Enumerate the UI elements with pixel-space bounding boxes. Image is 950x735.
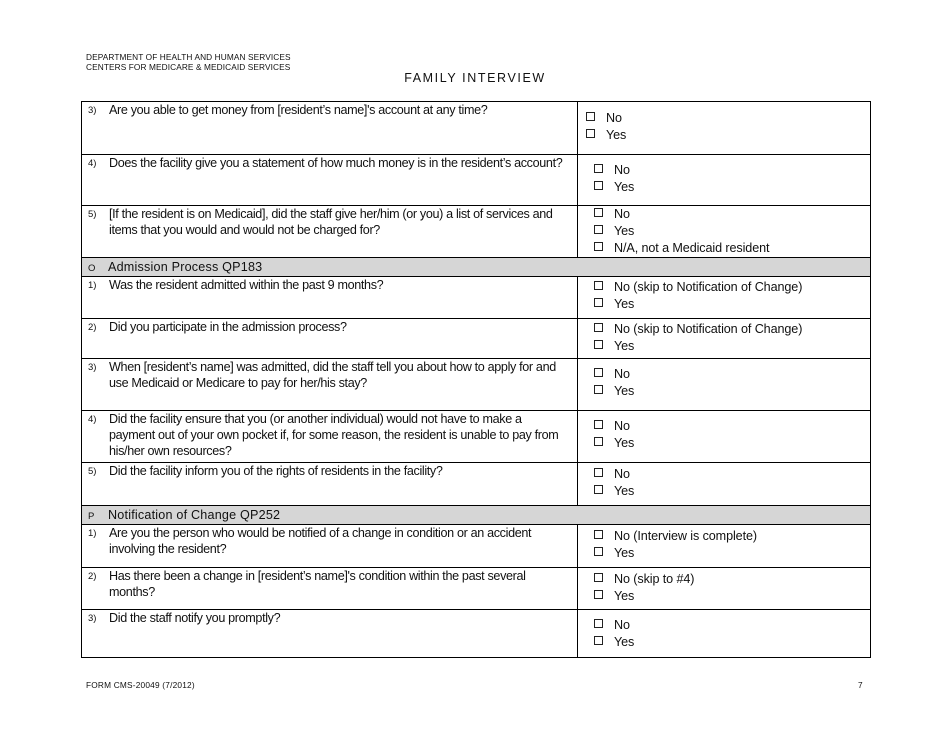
option-no[interactable]: No <box>594 617 870 634</box>
answer-options <box>578 525 870 562</box>
checkbox-icon[interactable] <box>594 437 603 446</box>
checkbox-icon[interactable] <box>594 281 603 290</box>
option-yes[interactable]: Yes <box>594 483 870 500</box>
checkbox-icon[interactable] <box>594 468 603 477</box>
question-text: Did the facility inform you of the rights of residents in the facility? <box>109 464 443 478</box>
option-no[interactable]: No <box>586 110 870 127</box>
answer-options <box>578 568 870 605</box>
table-row <box>82 206 871 258</box>
option-no[interactable]: No <box>594 366 870 383</box>
option-na[interactable]: N/A, not a Medicaid resident <box>594 240 870 257</box>
question-number: 5) <box>88 466 97 477</box>
checkbox-icon[interactable] <box>594 573 603 582</box>
question-number: 5) <box>88 209 97 220</box>
option-no[interactable]: No (skip to #4) <box>594 571 870 588</box>
question-number: 1) <box>88 528 97 539</box>
checkbox-icon[interactable] <box>594 208 603 217</box>
checkbox-icon[interactable] <box>594 590 603 599</box>
section-letter: P <box>88 511 95 522</box>
option-no[interactable]: No (skip to Notification of Change) <box>594 279 870 296</box>
table-row <box>82 359 871 411</box>
page-number: 7 <box>858 680 863 690</box>
section-letter: O <box>88 263 96 274</box>
option-yes[interactable]: Yes <box>594 634 870 651</box>
question-text: Did you participate in the admission process? <box>109 320 347 334</box>
checkbox-icon[interactable] <box>586 129 595 138</box>
option-yes[interactable]: Yes <box>594 435 870 452</box>
form-title: FAMILY INTERVIEW <box>404 71 546 85</box>
option-yes[interactable]: Yes <box>594 588 870 605</box>
section-header-admission <box>82 258 871 277</box>
answer-options <box>578 155 870 196</box>
agency-header <box>86 52 291 72</box>
question-number: 2) <box>88 571 97 582</box>
table-row <box>82 102 871 155</box>
answer-options <box>578 102 870 144</box>
table-row <box>82 319 871 359</box>
checkbox-icon[interactable] <box>594 385 603 394</box>
table-row <box>82 155 871 206</box>
interview-table <box>81 101 871 658</box>
section-title: Admission Process QP183 <box>108 260 263 274</box>
answer-options <box>578 319 870 355</box>
option-yes[interactable]: Yes <box>594 545 870 562</box>
option-no[interactable]: No <box>594 466 870 483</box>
section-header-notification <box>82 506 871 525</box>
checkbox-icon[interactable] <box>586 112 595 121</box>
option-yes[interactable]: Yes <box>594 223 870 240</box>
question-text: Was the resident admitted within the past 9 months? <box>109 278 384 292</box>
question-text: When [resident’s name] was admitted, did the staff tell you about how to apply for and use Medicaid or Medicare to pay for her/his stay? <box>109 360 556 390</box>
table-row <box>82 610 871 658</box>
question-number: 4) <box>88 158 97 169</box>
option-yes[interactable]: Yes <box>594 179 870 196</box>
table-row <box>82 568 871 610</box>
question-number: 2) <box>88 322 97 333</box>
answer-options <box>578 277 870 313</box>
form-number: FORM CMS-20049 (7/2012) <box>86 680 195 690</box>
option-yes[interactable]: Yes <box>594 296 870 313</box>
checkbox-icon[interactable] <box>594 619 603 628</box>
checkbox-icon[interactable] <box>594 530 603 539</box>
question-text: Did the facility ensure that you (or another individual) would not have to make a payment out of your own pocket if, for some reason, the resident is unable to pay from his/her own resources? <box>109 412 559 458</box>
question-text: Has there been a change in [resident’s name]'s condition within the past several months? <box>109 569 526 599</box>
option-no[interactable]: No <box>594 418 870 435</box>
question-number: 3) <box>88 613 97 624</box>
table-row <box>82 411 871 463</box>
answer-options <box>578 359 870 400</box>
checkbox-icon[interactable] <box>594 225 603 234</box>
answer-options <box>578 463 870 500</box>
option-no[interactable]: No <box>594 162 870 179</box>
option-yes[interactable]: Yes <box>586 127 870 144</box>
section-title: Notification of Change QP252 <box>108 508 281 522</box>
agency-line-1: DEPARTMENT OF HEALTH AND HUMAN SERVICES <box>86 52 291 62</box>
question-text: Are you the person who would be notified of a change in condition or an accident involving the resident? <box>109 526 532 556</box>
answer-options <box>578 411 870 452</box>
question-number: 3) <box>88 362 97 373</box>
answer-options <box>578 610 870 651</box>
checkbox-icon[interactable] <box>594 323 603 332</box>
table-row <box>82 463 871 506</box>
option-no[interactable]: No (skip to Notification of Change) <box>594 321 870 338</box>
agency-line-2: CENTERS FOR MEDICARE & MEDICAID SERVICES <box>86 62 291 72</box>
checkbox-icon[interactable] <box>594 181 603 190</box>
checkbox-icon[interactable] <box>594 368 603 377</box>
question-text: Does the facility give you a statement of how much money is in the resident’s account? <box>109 156 563 170</box>
question-number: 4) <box>88 414 97 425</box>
checkbox-icon[interactable] <box>594 636 603 645</box>
option-no[interactable]: No (Interview is complete) <box>594 528 870 545</box>
checkbox-icon[interactable] <box>594 547 603 556</box>
table-row <box>82 277 871 319</box>
question-text: Did the staff notify you promptly? <box>109 611 281 625</box>
checkbox-icon[interactable] <box>594 420 603 429</box>
question-number: 3) <box>88 105 97 116</box>
checkbox-icon[interactable] <box>594 242 603 251</box>
table-row <box>82 525 871 568</box>
answer-options <box>578 206 870 256</box>
option-yes[interactable]: Yes <box>594 383 870 400</box>
checkbox-icon[interactable] <box>594 340 603 349</box>
checkbox-icon[interactable] <box>594 485 603 494</box>
option-yes[interactable]: Yes <box>594 338 870 355</box>
question-text: [If the resident is on Medicaid], did the staff give her/him (or you) a list of services and items that you would and would not be charged for? <box>109 207 553 237</box>
question-text: Are you able to get money from [resident’s name]'s account at any time? <box>109 103 488 117</box>
question-number: 1) <box>88 280 97 291</box>
option-no[interactable]: No <box>594 206 870 223</box>
checkbox-icon[interactable] <box>594 298 603 307</box>
checkbox-icon[interactable] <box>594 164 603 173</box>
